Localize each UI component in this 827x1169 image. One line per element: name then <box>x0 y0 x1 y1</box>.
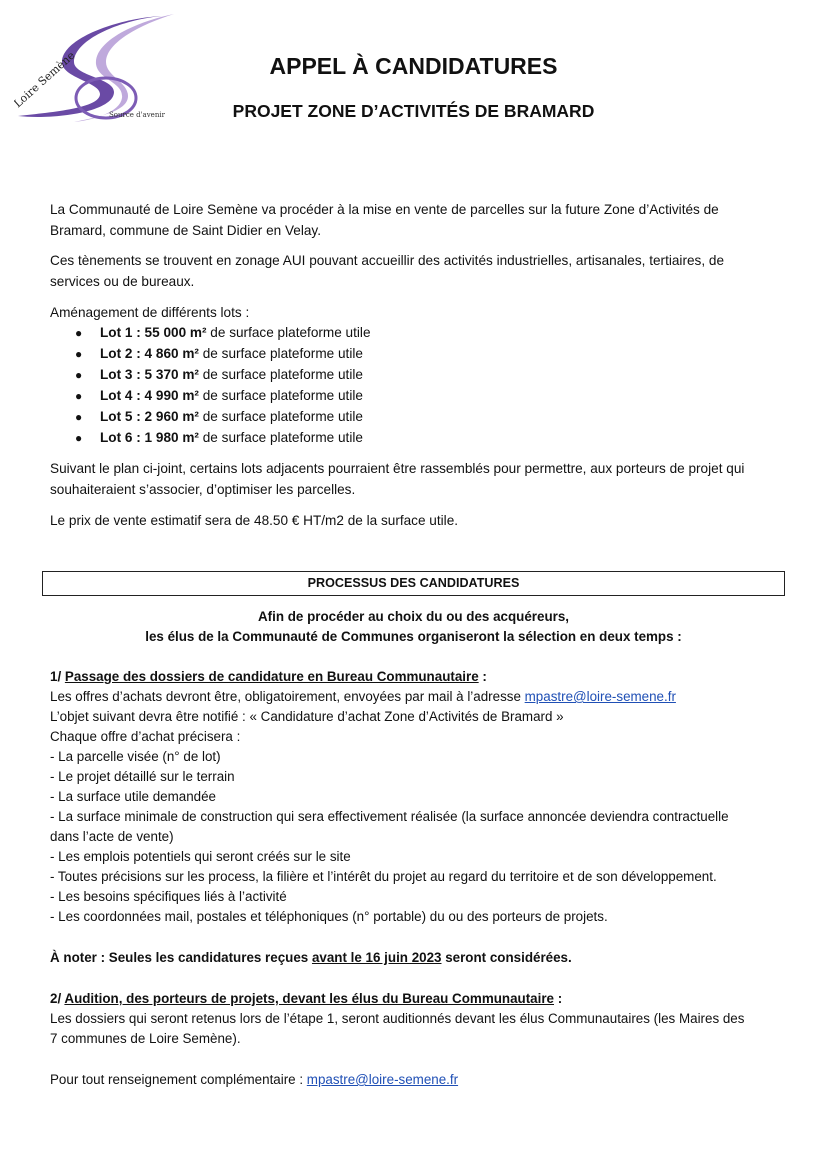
list-item: Lot 1 : 55 000 m² de surface plateforme utile <box>100 325 371 340</box>
list-item: - Les emplois potentiels qui seront créés sur le site <box>50 849 351 864</box>
page-title: APPEL À CANDIDATURES <box>269 53 558 79</box>
bullet-icon: ● <box>75 326 83 340</box>
list-item: - La surface minimale de construction qui sera effectivement réalisée (la surface annoncée deviendra contractuelle <box>50 809 729 824</box>
step1-line-2: L’objet suivant devra être notifié : « Candidature d’achat Zone d’Activités de Bramard » <box>50 709 564 724</box>
deadline-note: À noter : Seules les candidatures reçues avant le 16 juin 2023 seront considérées. <box>50 950 572 965</box>
list-item: Lot 6 : 1 980 m² de surface plateforme utile <box>100 430 363 445</box>
bullet-icon: ● <box>75 347 83 361</box>
list-item: - Les coordonnées mail, postales et téléphoniques (n° portable) du ou des porteurs de projets. <box>50 909 608 924</box>
list-item: Lot 5 : 2 960 m² de surface plateforme utile <box>100 409 363 424</box>
list-item: dans l’acte de vente) <box>50 829 174 844</box>
step2-heading: 2/ Audition, des porteurs de projets, devant les élus du Bureau Communautaire : <box>50 991 563 1006</box>
logo-swoosh-graphic <box>14 12 184 127</box>
process-lead-line-1: Afin de procéder au choix du ou des acquéreurs, <box>257 609 570 624</box>
intro-paragraph-2: Ces tènements se trouvent en zonage AUI pouvant accueillir des activités industrielles, artisanales, tertiaires, de services ou de bureaux. <box>50 253 724 289</box>
process-section-title: PROCESSUS DES CANDIDATURES <box>42 571 785 596</box>
loire-semene-logo <box>14 12 184 127</box>
process-lead-line-2: les élus de la Communauté de Communes organiseront la sélection en deux temps : <box>145 629 682 644</box>
step1-heading: 1/ Passage des dossiers de candidature en Bureau Communautaire : <box>50 669 487 684</box>
list-item: Lot 4 : 4 990 m² de surface plateforme utile <box>100 388 363 403</box>
list-item: Lot 2 : 4 860 m² de surface plateforme utile <box>100 346 363 361</box>
bullet-icon: ● <box>75 410 83 424</box>
bullet-icon: ● <box>75 431 83 445</box>
list-item: - La surface utile demandée <box>50 789 216 804</box>
email-link[interactable]: mpastre@loire-semene.fr <box>524 689 676 704</box>
bullet-icon: ● <box>75 368 83 382</box>
intro-paragraph-3: Suivant le plan ci-joint, certains lots adjacents pourraient être rassemblés pour permettre, aux porteurs de projet qui souhaiteraient s’associer, d’optimiser les parcelles. <box>50 461 745 497</box>
logo-tagline-text: Source d'avenir <box>109 111 165 119</box>
list-item: - Le projet détaillé sur le terrain <box>50 769 235 784</box>
logo-brand-text: Loire Semène <box>14 48 78 111</box>
step2-line-1: Les dossiers qui seront retenus lors de l’étape 1, seront auditionnés devant les élus Communautaires (les Maires des <box>50 1011 745 1026</box>
intro-paragraph-1: La Communauté de Loire Semène va procéder à la mise en vente de parcelles sur la future Zone d’Activités de Bramard, commune de Saint Didier en Velay. <box>50 202 719 238</box>
lots-heading: Aménagement de différents lots : <box>50 305 250 320</box>
list-item: - La parcelle visée (n° de lot) <box>50 749 221 764</box>
step2-line-2: 7 communes de Loire Semène). <box>50 1031 241 1046</box>
page-subtitle: PROJET ZONE D’ACTIVITÉS DE BRAMARD <box>232 101 595 121</box>
deadline-date: avant le 16 juin 2023 <box>311 950 442 965</box>
contact-line: Pour tout renseignement complémentaire : mpastre@loire-semene.fr <box>50 1072 459 1087</box>
price-paragraph: Le prix de vente estimatif sera de 48.50 € HT/m2 de la surface utile. <box>50 513 459 528</box>
list-item: Lot 3 : 5 370 m² de surface plateforme utile <box>100 367 363 382</box>
contact-email-link[interactable]: mpastre@loire-semene.fr <box>306 1072 459 1087</box>
step1-line-3: Chaque offre d’achat précisera : <box>50 729 241 744</box>
list-item: - Toutes précisions sur les process, la filière et l’intérêt du projet au regard du territoire et de son développement. <box>50 869 717 884</box>
step1-line-1: Les offres d’achats devront être, obligatoirement, envoyées par mail à l’adresse mpastre@loire-semene.fr <box>50 689 676 704</box>
list-item: - Les besoins spécifiques liés à l’activité <box>50 889 287 904</box>
bullet-icon: ● <box>75 389 83 403</box>
